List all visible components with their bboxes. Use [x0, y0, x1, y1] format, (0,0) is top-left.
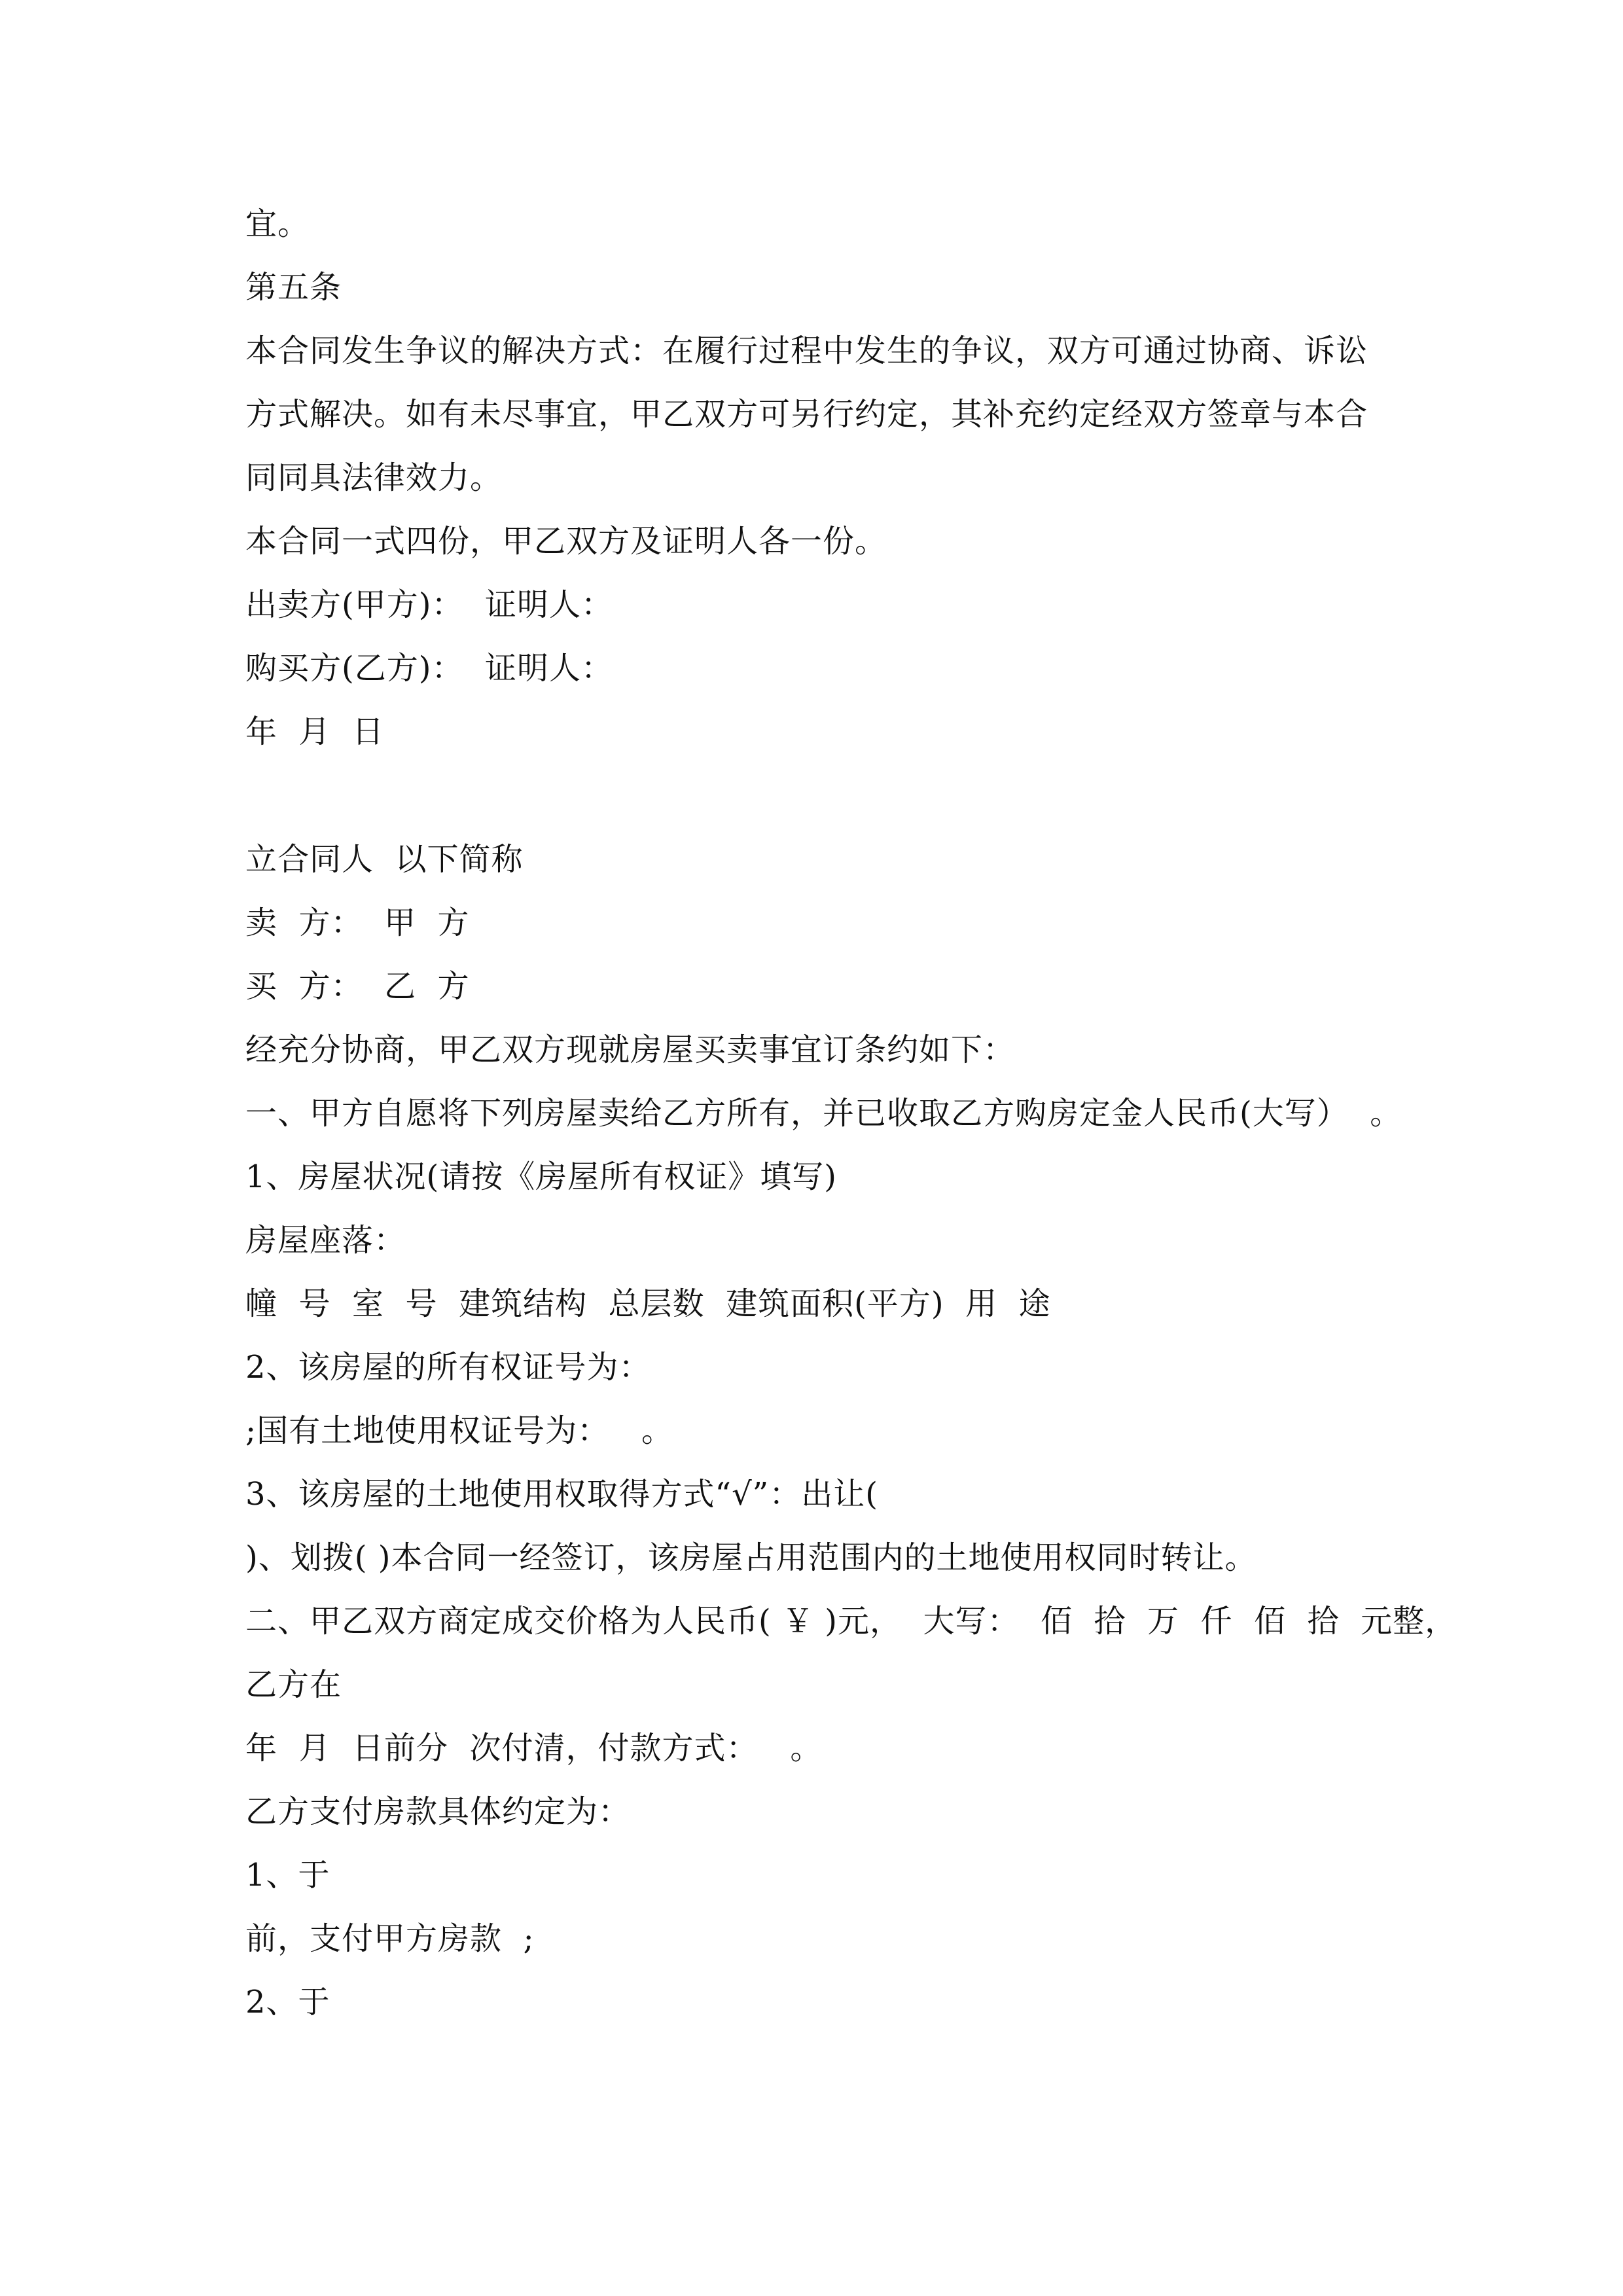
seller-party-line: 卖 方： 甲 方 — [245, 905, 470, 941]
dispute-paragraph-line-3: 同同具法律效力。 — [245, 459, 503, 496]
land-use-cert-line: ;国有土地使用权证号为： 。 — [245, 1412, 673, 1449]
continuation-text: 宜。 — [245, 206, 310, 242]
clause-one: 一、甲方自愿将下列房屋卖给乙方所有，并已收取乙方购房定金人民币(大写） 。 — [245, 1095, 1402, 1132]
dispute-paragraph-line-2: 方式解决。如有未尽事宜，甲乙双方可另行约定，其补充约定经双方签章与本合 — [245, 396, 1368, 433]
article-five-heading: 第五条 — [245, 269, 342, 306]
buyer-signature-line: 购买方(乙方)： 证明人： — [245, 650, 613, 687]
contract-preamble: 经充分协商，甲乙双方现就房屋买卖事宜订条约如下： — [245, 1031, 1016, 1068]
item-three-continuation: )、划拨( )本合同一经签订，该房屋占用范围内的土地使用权同时转让。 — [245, 1539, 1257, 1576]
item-two-ownership-cert: 2、该房屋的所有权证号为： — [245, 1349, 651, 1386]
payment-item-one-detail: 前，支付甲方房款 ; — [245, 1920, 535, 1957]
payment-deadline-line: 年 月 日前分 次付清，付款方式： 。 — [245, 1730, 823, 1767]
house-table-header: 幢 号 室 号 建筑结构 总层数 建筑面积(平方) 用 途 — [245, 1285, 1051, 1322]
clause-two-price: 二、甲乙双方商定成交价格为人民币( ￥ )元， 大写： 佰 拾 万 仟 佰 拾 元整， — [245, 1603, 1457, 1640]
signing-date-line: 年 月 日 — [245, 713, 385, 750]
dispute-paragraph-line-1: 本合同发生争议的解决方式：在履行过程中发生的争议，双方可通过协商、诉讼 — [245, 332, 1368, 369]
payment-terms-intro: 乙方支付房款具体约定为： — [245, 1793, 631, 1830]
parties-intro: 立合同人 以下简称 — [245, 841, 524, 878]
buyer-party-line: 买 方： 乙 方 — [245, 968, 470, 1005]
copies-clause: 本合同一式四份，甲乙双方及证明人各一份。 — [245, 523, 887, 560]
payment-item-two: 2、于 — [245, 1984, 330, 2020]
clause-two-continuation: 乙方在 — [245, 1666, 342, 1703]
house-location-line: 房屋座落： — [245, 1222, 406, 1259]
item-one-house-status: 1、房屋状况(请按《房屋所有权证》填写) — [245, 1158, 837, 1195]
seller-signature-line: 出卖方(甲方)： 证明人： — [245, 586, 613, 623]
item-three-land-rights: 3、该房屋的土地使用权取得方式“√”：出让( — [245, 1476, 878, 1513]
payment-item-one: 1、于 — [245, 1857, 330, 1893]
